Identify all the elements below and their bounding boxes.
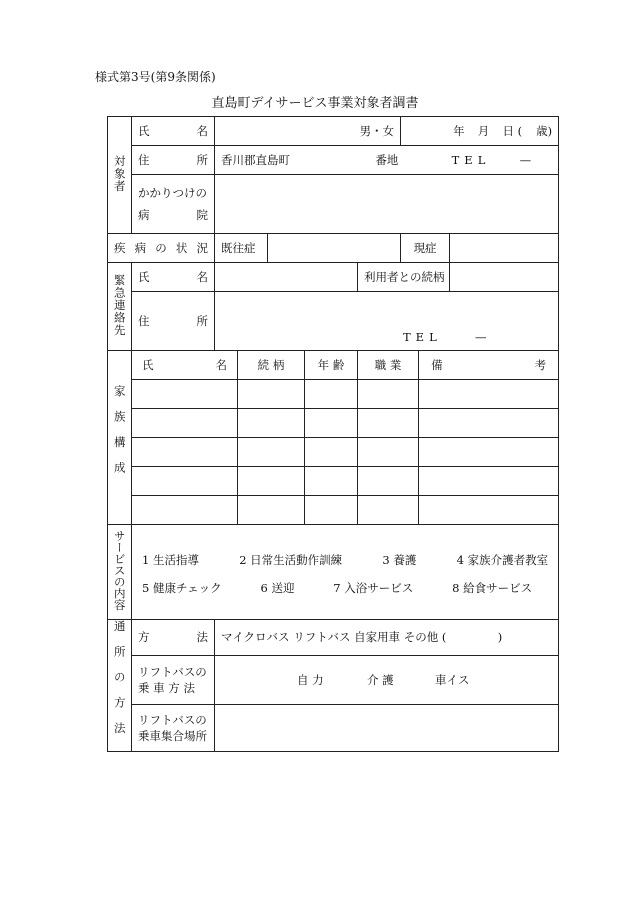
subject-header: 対象者 (108, 117, 132, 234)
current-illness-label: 現症 (401, 234, 450, 263)
emergency-header: 緊急連絡先 (108, 263, 132, 351)
emergency-address-row (108, 292, 559, 351)
family-col-age: 年 齢 (305, 351, 358, 380)
services-header: サービスの内容 (108, 525, 132, 620)
family-relation-cell[interactable] (238, 438, 305, 467)
family-row (108, 496, 559, 525)
service-option[interactable]: 2 日常生活動作訓練 (239, 553, 343, 567)
family-job-cell[interactable] (358, 496, 419, 525)
family-col-name: 氏 名 (132, 351, 238, 380)
family-header-row (108, 351, 559, 380)
commute-method-label: 方 法 (132, 620, 215, 656)
family-col-job: 職 業 (358, 351, 419, 380)
emergency-name-field[interactable] (215, 263, 358, 292)
family-name-cell[interactable] (132, 496, 238, 525)
family-age-cell[interactable] (305, 409, 358, 438)
services-content (132, 525, 559, 620)
family-name-cell[interactable] (132, 467, 238, 496)
family-note-cell[interactable] (419, 438, 559, 467)
family-note-cell[interactable] (419, 380, 559, 409)
family-row (108, 467, 559, 496)
past-illness-label: 既往症 (215, 234, 268, 263)
survey-form-table (107, 116, 559, 752)
family-note-cell[interactable] (419, 409, 559, 438)
relation-label: 利用者との続柄 (358, 263, 450, 292)
past-illness-field[interactable] (268, 234, 401, 263)
family-job-cell[interactable] (358, 467, 419, 496)
form-title: 直島町デイサービス事業対象者調書 (211, 96, 419, 111)
service-option[interactable]: 6 送迎 (260, 581, 295, 595)
subject-name-field[interactable] (215, 117, 401, 146)
family-col-note: 備 考 (419, 351, 559, 380)
family-row (108, 380, 559, 409)
service-option[interactable]: 4 家族介護者教室 (456, 553, 549, 567)
subject-name-label: 氏 名 (132, 117, 215, 146)
hospital-label: かかりつけの 病 院 (132, 175, 215, 234)
family-name-cell[interactable] (132, 438, 238, 467)
emergency-address-field[interactable]: TEL — (215, 292, 559, 351)
meeting-place-label: リフトバスの 乗車集合場所 (132, 704, 215, 751)
family-job-cell[interactable] (358, 380, 419, 409)
family-relation-cell[interactable] (238, 496, 305, 525)
family-age-cell[interactable] (305, 380, 358, 409)
family-age-cell[interactable] (305, 467, 358, 496)
boarding-option[interactable]: 介 護 (366, 672, 394, 687)
commute-header: 通所の方法 (108, 620, 132, 752)
subject-address-field[interactable]: 香川郡直島町 番地 TEL — (215, 146, 559, 175)
meeting-place-row (108, 704, 559, 751)
subject-name-row (108, 117, 559, 146)
subject-address-row (108, 146, 559, 175)
family-header: 家族構成 (108, 351, 132, 525)
meeting-place-field[interactable] (215, 704, 559, 751)
family-col-relation: 続 柄 (238, 351, 305, 380)
family-note-cell[interactable] (419, 496, 559, 525)
family-name-cell[interactable] (132, 409, 238, 438)
service-option[interactable]: 8 給食サービス (452, 581, 533, 595)
emergency-name-label: 氏 名 (132, 263, 215, 292)
family-name-cell[interactable] (132, 380, 238, 409)
service-option[interactable]: 3 養護 (382, 553, 417, 567)
form-number-label: 様式第3号(第9条関係) (95, 70, 216, 84)
emergency-address-label: 住 所 (132, 292, 215, 351)
illness-row (108, 234, 559, 263)
hospital-field[interactable] (215, 175, 559, 234)
service-option[interactable]: 1 生活指導 (142, 553, 199, 567)
family-relation-cell[interactable] (238, 409, 305, 438)
boarding-option[interactable]: 自 力 (297, 672, 324, 687)
current-illness-field[interactable] (450, 234, 559, 263)
boarding-option[interactable]: 車イス (434, 672, 470, 687)
birthdate-field[interactable]: 年 月 日 ( 歳) (401, 117, 559, 146)
subject-hospital-row (108, 175, 559, 234)
family-job-cell[interactable] (358, 409, 419, 438)
family-relation-cell[interactable] (238, 380, 305, 409)
relation-field[interactable] (450, 263, 559, 292)
family-note-cell[interactable] (419, 467, 559, 496)
family-age-cell[interactable] (305, 496, 358, 525)
boarding-method-row (108, 655, 559, 704)
family-age-cell[interactable] (305, 438, 358, 467)
emergency-name-row (108, 263, 559, 292)
services-row (108, 525, 559, 620)
boarding-method-field (215, 655, 559, 704)
commute-method-row (108, 620, 559, 656)
service-option[interactable]: 7 入浴サービス (333, 581, 414, 595)
subject-address-label: 住 所 (132, 146, 215, 175)
family-row (108, 409, 559, 438)
family-job-cell[interactable] (358, 438, 419, 467)
family-relation-cell[interactable] (238, 467, 305, 496)
commute-method-field[interactable]: マイクロバス リフトバス 自家用車 その他 ( ) (215, 620, 559, 656)
sex-selector[interactable]: 男・女 (359, 124, 395, 138)
family-row (108, 438, 559, 467)
illness-label: 疾 病 の 状 況 (108, 234, 215, 263)
service-option[interactable]: 5 健康チェック (142, 581, 222, 595)
boarding-method-label: リフトバスの 乗 車 方 法 (132, 655, 215, 704)
